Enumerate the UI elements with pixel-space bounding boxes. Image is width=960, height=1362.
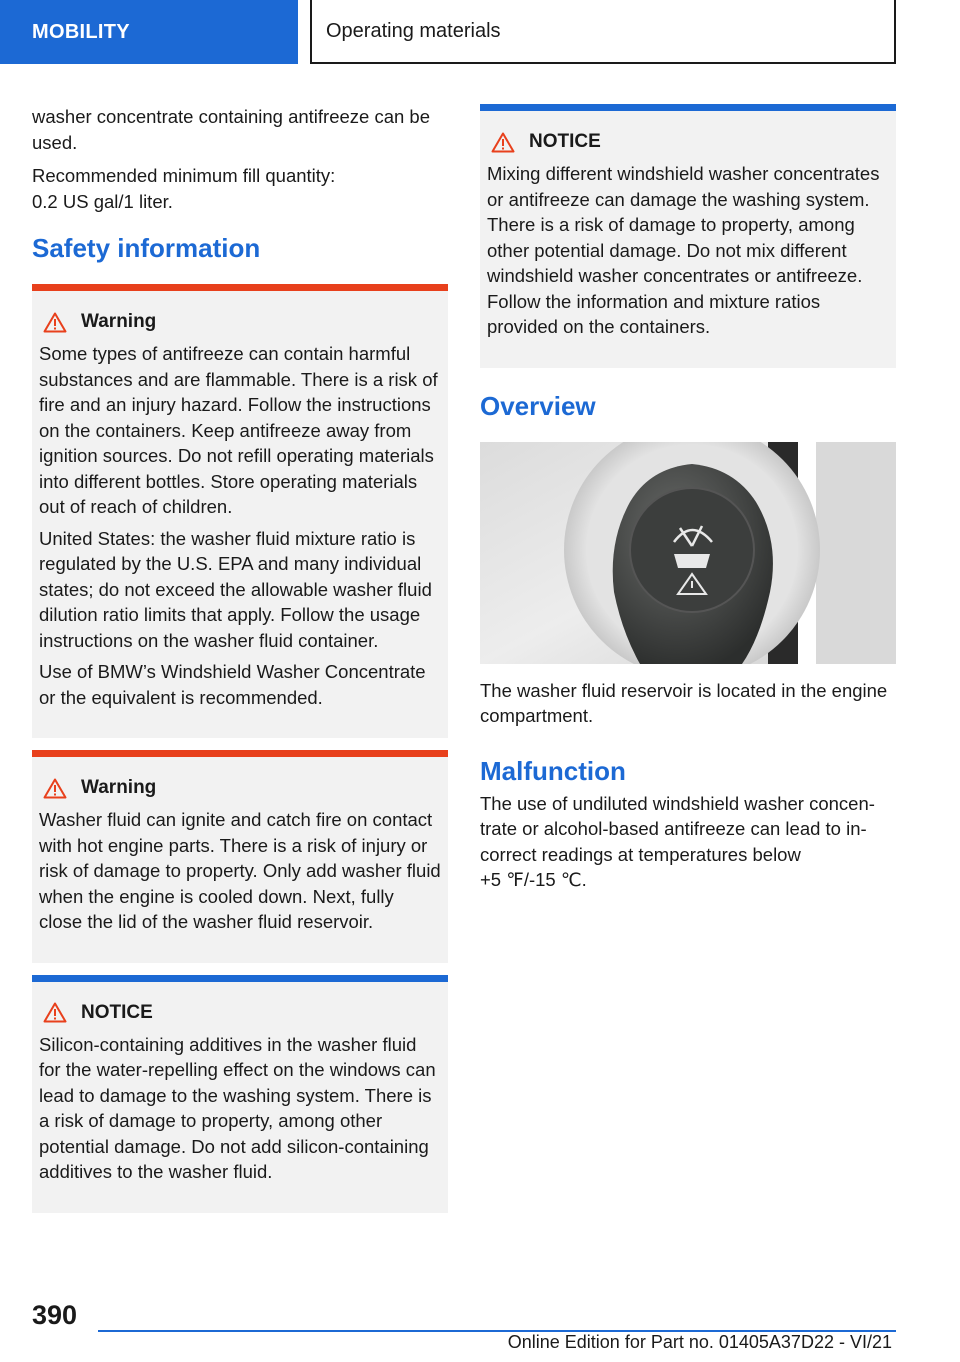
- notice-title-text: NOTICE: [81, 1001, 153, 1023]
- notice-bar: [32, 975, 448, 982]
- chapter-title: Operating materials: [326, 19, 501, 42]
- notice-bar: [480, 104, 896, 111]
- warning-box-antifreeze: [32, 284, 448, 738]
- warning-triangle-icon: [43, 778, 67, 799]
- notice-paragraph: Silicon-containing additives in the washer fluid for the water-repelling effect on the windows can lead to damage to the washing system. There is a risk of damage to property, among other potential damage. Do not add silicon-containing additives to the washer fluid.: [39, 1033, 436, 1182]
- warning-paragraph: United States: the washer fluid mixture ratio is regulated by the U.S. EPA and many individual states; do not exceed the allowable washer fluid dilution ratio limits that apply. Follow the usage instructions on the washer fluid container.: [39, 527, 432, 651]
- right-column: [480, 104, 896, 901]
- warning-title: [39, 775, 441, 801]
- warning-title: [39, 309, 441, 335]
- overview-heading: Overview: [480, 390, 596, 421]
- left-column: [32, 104, 448, 1225]
- fill-quantity-value: 0.2 US gal/1 liter.: [32, 190, 173, 212]
- warning-triangle-icon: [43, 312, 67, 333]
- fill-quantity-label: Recommended minimum fill quantity:: [32, 165, 336, 186]
- intro-paragraph: washer concentrate containing antifreeze can be used.: [32, 106, 431, 153]
- warning-bar: [32, 284, 448, 291]
- notice-box-mixing: [480, 104, 896, 368]
- warning-paragraph: Some types of antifreeze can contain harmful substances and are flammable. There is a risk of fire and an injury hazard. Follow the instructions on the containers. Keep antifreeze away from ignition sources. Do not refill operating materials into different bottles. Store operating materials out of reach of children.: [39, 343, 438, 517]
- warning-title-text: Warning: [81, 777, 157, 798]
- edition-footer: Online Edition for Part no. 01405A37D22 - VI/21: [507, 1332, 892, 1352]
- warning-paragraph: Use of BMW’s Windshield Washer Concentrate or the equivalent is recommended.: [39, 661, 426, 708]
- malfunction-paragraph: [480, 791, 896, 893]
- page-number: 390: [32, 1300, 78, 1330]
- fill-quantity-paragraph: [32, 163, 448, 214]
- notice-title-text: NOTICE: [529, 131, 601, 152]
- notice-title: [39, 1000, 441, 1026]
- notice-box-silicon: [32, 975, 448, 1213]
- figure-caption: The washer fluid reservoir is located in the engine compartment.: [480, 679, 888, 726]
- warning-box-ignition: [32, 750, 448, 963]
- warning-triangle-icon: [43, 1002, 67, 1023]
- temperature-value: +5 ℉/-15 ℃.: [480, 869, 587, 890]
- safety-heading: Safety information: [32, 233, 261, 263]
- chapter-header: [310, 0, 896, 64]
- washer-fluid-reservoir-image: [480, 442, 896, 664]
- section-tab-label: MOBILITY: [32, 20, 130, 43]
- malfunction-heading: Malfunction: [480, 755, 626, 786]
- warning-title-text: Warning: [81, 311, 157, 332]
- notice-paragraph: Mixing different windshield washer concentrates or antifreeze can damage the washing system. There is a risk of damage to property, among other potential damage. Do not mix different windshield washer concentrates or antifreeze. Follow the information and mixture ratios provided on the containers.: [487, 163, 880, 337]
- warning-triangle-icon: [491, 132, 515, 153]
- section-tab: [0, 0, 298, 64]
- notice-title: [487, 129, 889, 155]
- warning-paragraph: Washer fluid can ignite and catch fire on contact with hot engine parts. There is a risk of injury or risk of damage to property. Only add washer fluid when the engine is cooled down. Next, fully close the lid of the washer fluid reservoir.: [39, 809, 441, 932]
- warning-bar: [32, 750, 448, 757]
- malfunction-text: The use of undiluted windshield washer concentrate or alcohol-based antifreeze can lead to incorrect readings at temperatures below: [480, 792, 875, 865]
